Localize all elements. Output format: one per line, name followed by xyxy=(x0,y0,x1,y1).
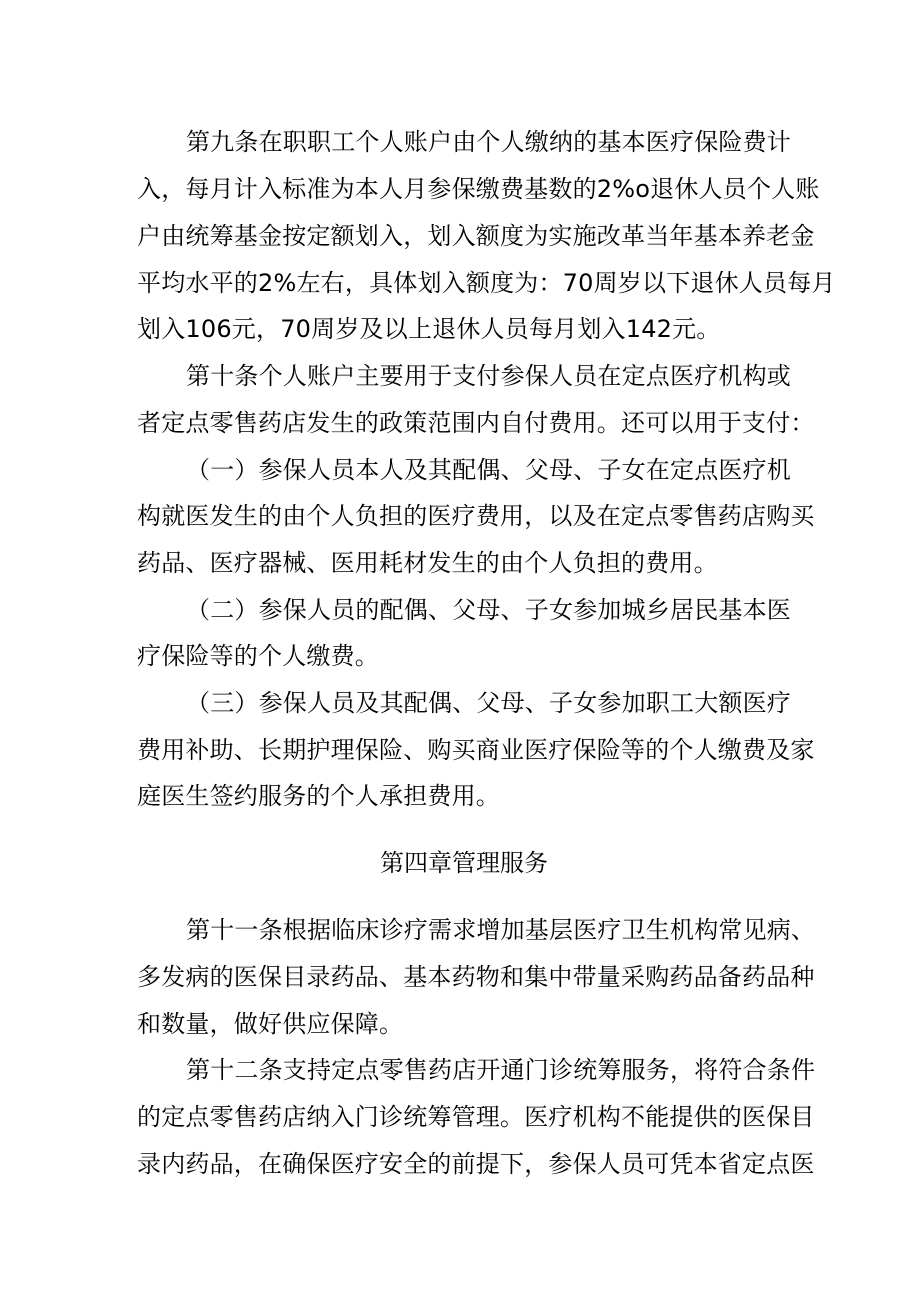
article-12-line-1: 第十二条支持定点零售药店开通门诊统筹服务，将符合条件 xyxy=(186,1056,816,1084)
item-1-line-3: 药品、医疗器械、医用耗材发生的由个人负担的费用。 xyxy=(137,549,718,577)
item-3-line-2: 费用补助、长期护理保险、购买商业医疗保险等的个人缴费及家 xyxy=(137,736,815,764)
chapter-4-title: 第四章管理服务 xyxy=(380,849,548,877)
item-2-line-2: 疗保险等的个人缴费。 xyxy=(137,642,379,670)
article-11-line-1: 第十一条根据临床诊疗需求增加基层医疗卫生机构常见病、 xyxy=(186,916,816,944)
item-2-line-1: （二）参保人员的配偶、父母、子女参加城乡居民基本医 xyxy=(186,596,791,624)
article-11-line-3: 和数量，做好供应保障。 xyxy=(137,1010,404,1038)
article-12-line-3: 录内药品，在确保医疗安全的前提下，参保人员可凭本省定点医 xyxy=(137,1150,815,1178)
article-10-line-2: 者定点零售药店发生的政策范围内自付费用。还可以用于支付： xyxy=(137,409,815,437)
item-1-line-2: 构就医发生的由个人负担的医疗费用，以及在定点零售药店购买 xyxy=(137,502,815,530)
article-9-line-4: 平均水平的2%左右，具体划入额度为：70周岁以下退休人员每月 xyxy=(137,269,836,297)
item-3-line-1: （三）参保人员及其配偶、父母、子女参加职工大额医疗 xyxy=(186,689,791,717)
article-9-line-3: 户由统筹基金按定额划入，划入额度为实施改革当年基本养老金 xyxy=(137,222,815,250)
item-3-line-3: 庭医生签约服务的个人承担费用。 xyxy=(137,782,500,810)
article-9-line-1: 第九条在职职工个人账户由个人缴纳的基本医疗保险费计 xyxy=(186,128,791,156)
article-11-line-2: 多发病的医保目录药品、基本药物和集中带量采购药品备药品种 xyxy=(137,963,815,991)
article-9-line-5: 划入106元，70周岁及以上退休人员每月划入142元。 xyxy=(137,315,721,343)
article-10-line-1: 第十条个人账户主要用于支付参保人员在定点医疗机构或 xyxy=(186,362,791,390)
item-1-line-1: （一）参保人员本人及其配偶、父母、子女在定点医疗机 xyxy=(186,456,791,484)
article-9-line-2: 入，每月计入标准为本人月参保缴费基数的2%o退休人员个人账 xyxy=(137,175,820,203)
article-12-line-2: 的定点零售药店纳入门诊统筹管理。医疗机构不能提供的医保目 xyxy=(137,1103,815,1131)
